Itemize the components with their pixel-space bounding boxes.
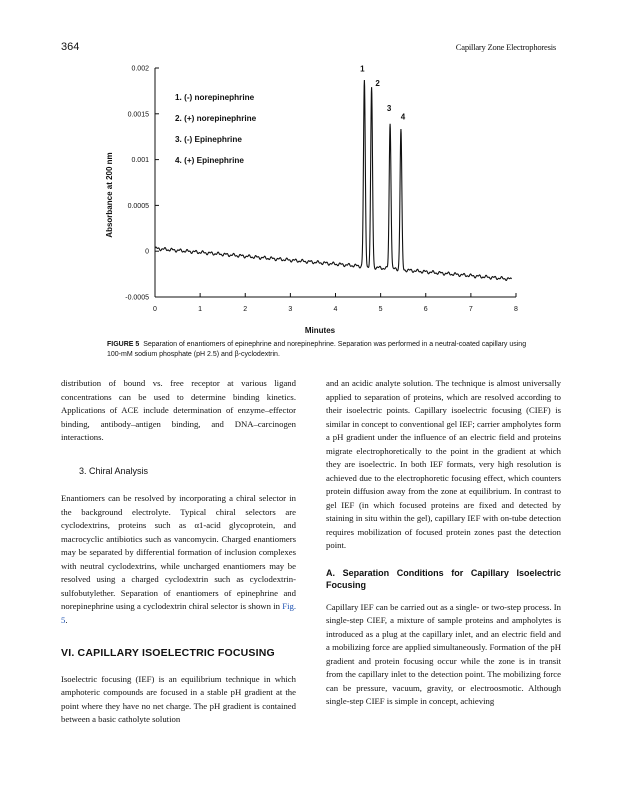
legend-entry: 4. (+) Epinephrine [175,156,244,165]
peak-label: 4 [400,112,406,122]
x-axis-label: Minutes [304,326,336,335]
y-axis-label: Absorbance at 200 nm [105,152,114,238]
y-tick-label: 0.0015 [127,111,149,119]
running-head: Capillary Zone Electrophoresis [455,42,556,52]
y-tick-label: 0 [145,248,149,256]
paragraph: and an acidic analyte solution. The technique is almost universally applied to separation of proteins, which are resolved according to their isoelectric points. Capillary isoelectric focusing (CIEF) is similar in concept to conventional gel IEF; carrier ampholytes form a pH gradient under the influence of an electric field and proteins migrate electrophoretically to the point in the gradient at which they are isoelectric. In both IEF formats, very high resolution is achieved due to the electrophoretic focusing effect, which counters protein diffusion away from the zone at equilibrium. In contrast to gel IEF (in which focused proteins are fixed and detected by staining in situ within the gel), capillary IEF with on-tube detection requires mobilization of focused protein zones past the detection point. [326,378,561,550]
paragraph: Isoelectric focusing (IEF) is an equilibrium technique in which amphoteric compounds are focused in a stable pH gradient at the point where they have no net charge. The pH gradient is contained between a basic catholyte solution [61,673,296,724]
x-tick-label: 7 [468,306,473,313]
x-tick-label: 3 [288,306,293,313]
paragraph: Capillary IEF can be carried out as a single- or two-step process. In single-step CIEF, a mixture of sample proteins and ampholytes is introduced as a plug at the capillary inlet, and an electric field and a mobilizing force are applied simultaneously. Formation of the pH gradient and protein focusing occur while the zone is in transit from the capillary inlet to the detection point. The mobilizing force can be pressure, vacuum, gravity, or electroosmotic. Although single-step CIEF is simple in concept, achieving [326,601,561,706]
absorbance-trace [155,80,511,280]
figure-caption-text: Separation of enantiomers of epinephrine and norepinephrine. Separation was performed in a neutral-coated capillary using 100-mM sodium phosphate (pH 2.5) and β-cyclodextrin. [107,341,527,358]
subsection-heading: 3. Chiral Analysis [79,465,149,476]
x-tick-label: 4 [333,306,338,313]
x-tick-label: 2 [243,306,248,313]
right-column [326,377,561,709]
y-tick-label: 0.001 [131,157,149,165]
y-tick-label: 0.002 [131,65,149,73]
x-tick-label: 5 [378,306,383,313]
subsection-heading: A. Separation Conditions for Capillary Isoelectric Focusing [326,567,561,590]
x-tick-label: 1 [198,306,203,313]
peak-label: 3 [386,103,392,113]
paragraph: distribution of bound vs. free receptor at various ligand concentrations can be used to determine binding kinetics. Applications of ACE include determination of enzyme–effector binding, antibody–antigen binding, and DNA–carcinogen interactions. [61,378,296,442]
figure-label: FIGURE 5 [107,341,140,348]
legend-entry: 3. (-) Epinephrine [175,135,242,144]
y-tick-label: -0.0005 [125,294,149,302]
page-number: 364 [61,41,80,53]
legend-entry: 1. (-) norepinephrine [175,93,255,102]
x-tick-label: 0 [153,306,157,313]
electropherogram-chart [100,60,540,340]
figure-link[interactable]: Fig. 5 [61,601,296,625]
peak-label: 2 [375,79,380,89]
legend-entry: 2. (+) norepinephrine [175,114,257,123]
peak-label: 1 [360,64,365,74]
x-tick-label: 8 [514,306,518,313]
section-heading: VI. CAPILLARY ISOELECTRIC FOCUSING [61,647,275,659]
left-column [61,377,296,727]
figure-caption [107,340,527,360]
x-tick-label: 6 [423,306,428,313]
y-tick-label: 0.0005 [127,202,149,210]
paragraph: Enantiomers can be resolved by incorporating a chiral selector in the background electrolyte. Typical chiral selectors are cyclodextrins, proteins such as α1-acid glycoprotein, and macrocyclic antibiotics such as vancomycin. Charged enantiomers may be separated by differential formation of inclusion complexes with neutral cyclodextrins, while uncharged enantiomers may be resolved using a charged cyclodextrin such as cyclodextrin-sulfobutylether. Separation of enantiomers of epinephrine and norepinephrine using a cyclodextrin chiral selector is shown in Fig. 5. [61,493,296,625]
